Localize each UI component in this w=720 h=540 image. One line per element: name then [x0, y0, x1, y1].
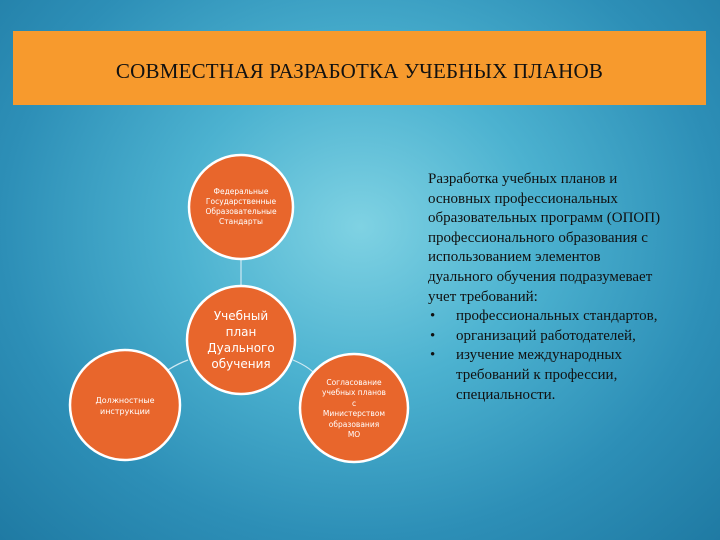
- node-standards-label: Федеральные Государственные Образовательные Стандарты: [205, 187, 277, 226]
- bullet-item: [428, 307, 698, 327]
- description-line: основных профессиональных: [428, 190, 618, 207]
- bullet-marker: •: [430, 347, 436, 364]
- bullet-item: [428, 346, 698, 366]
- node-instructions-label: Должностные инструкции: [95, 396, 155, 416]
- bullet-marker: •: [430, 327, 436, 344]
- node-agreement-label: Согласование учебных планов с Министерством образования МО: [322, 377, 386, 439]
- description-line: дуального обучения подразумевает: [428, 268, 653, 285]
- slide-title: СОВМЕСТНАЯ РАЗРАБОТКА УЧЕБНЫХ ПЛАНОВ: [115, 58, 604, 83]
- bullet-item: [428, 327, 698, 347]
- description-text: [428, 170, 698, 405]
- bullet-continuation: специальности.: [456, 386, 556, 403]
- node-center-label: Учебный план Дуального обучения: [207, 309, 275, 371]
- bullet-marker: •: [430, 308, 436, 325]
- description-line: профессионального образования с: [428, 229, 648, 246]
- bullet-continuation: требований к профессии,: [456, 366, 618, 383]
- description-line: образовательных программ (ОПОП): [428, 210, 661, 227]
- description-line: использованием элементов: [428, 249, 601, 266]
- bullet-text: профессиональных стандартов,: [456, 308, 658, 325]
- description-line: учет требований:: [428, 288, 538, 305]
- description-line: Разработка учебных планов и: [428, 171, 618, 187]
- bullet-text: изучение международных: [456, 347, 622, 364]
- bullet-text: организаций работодателей,: [456, 327, 636, 344]
